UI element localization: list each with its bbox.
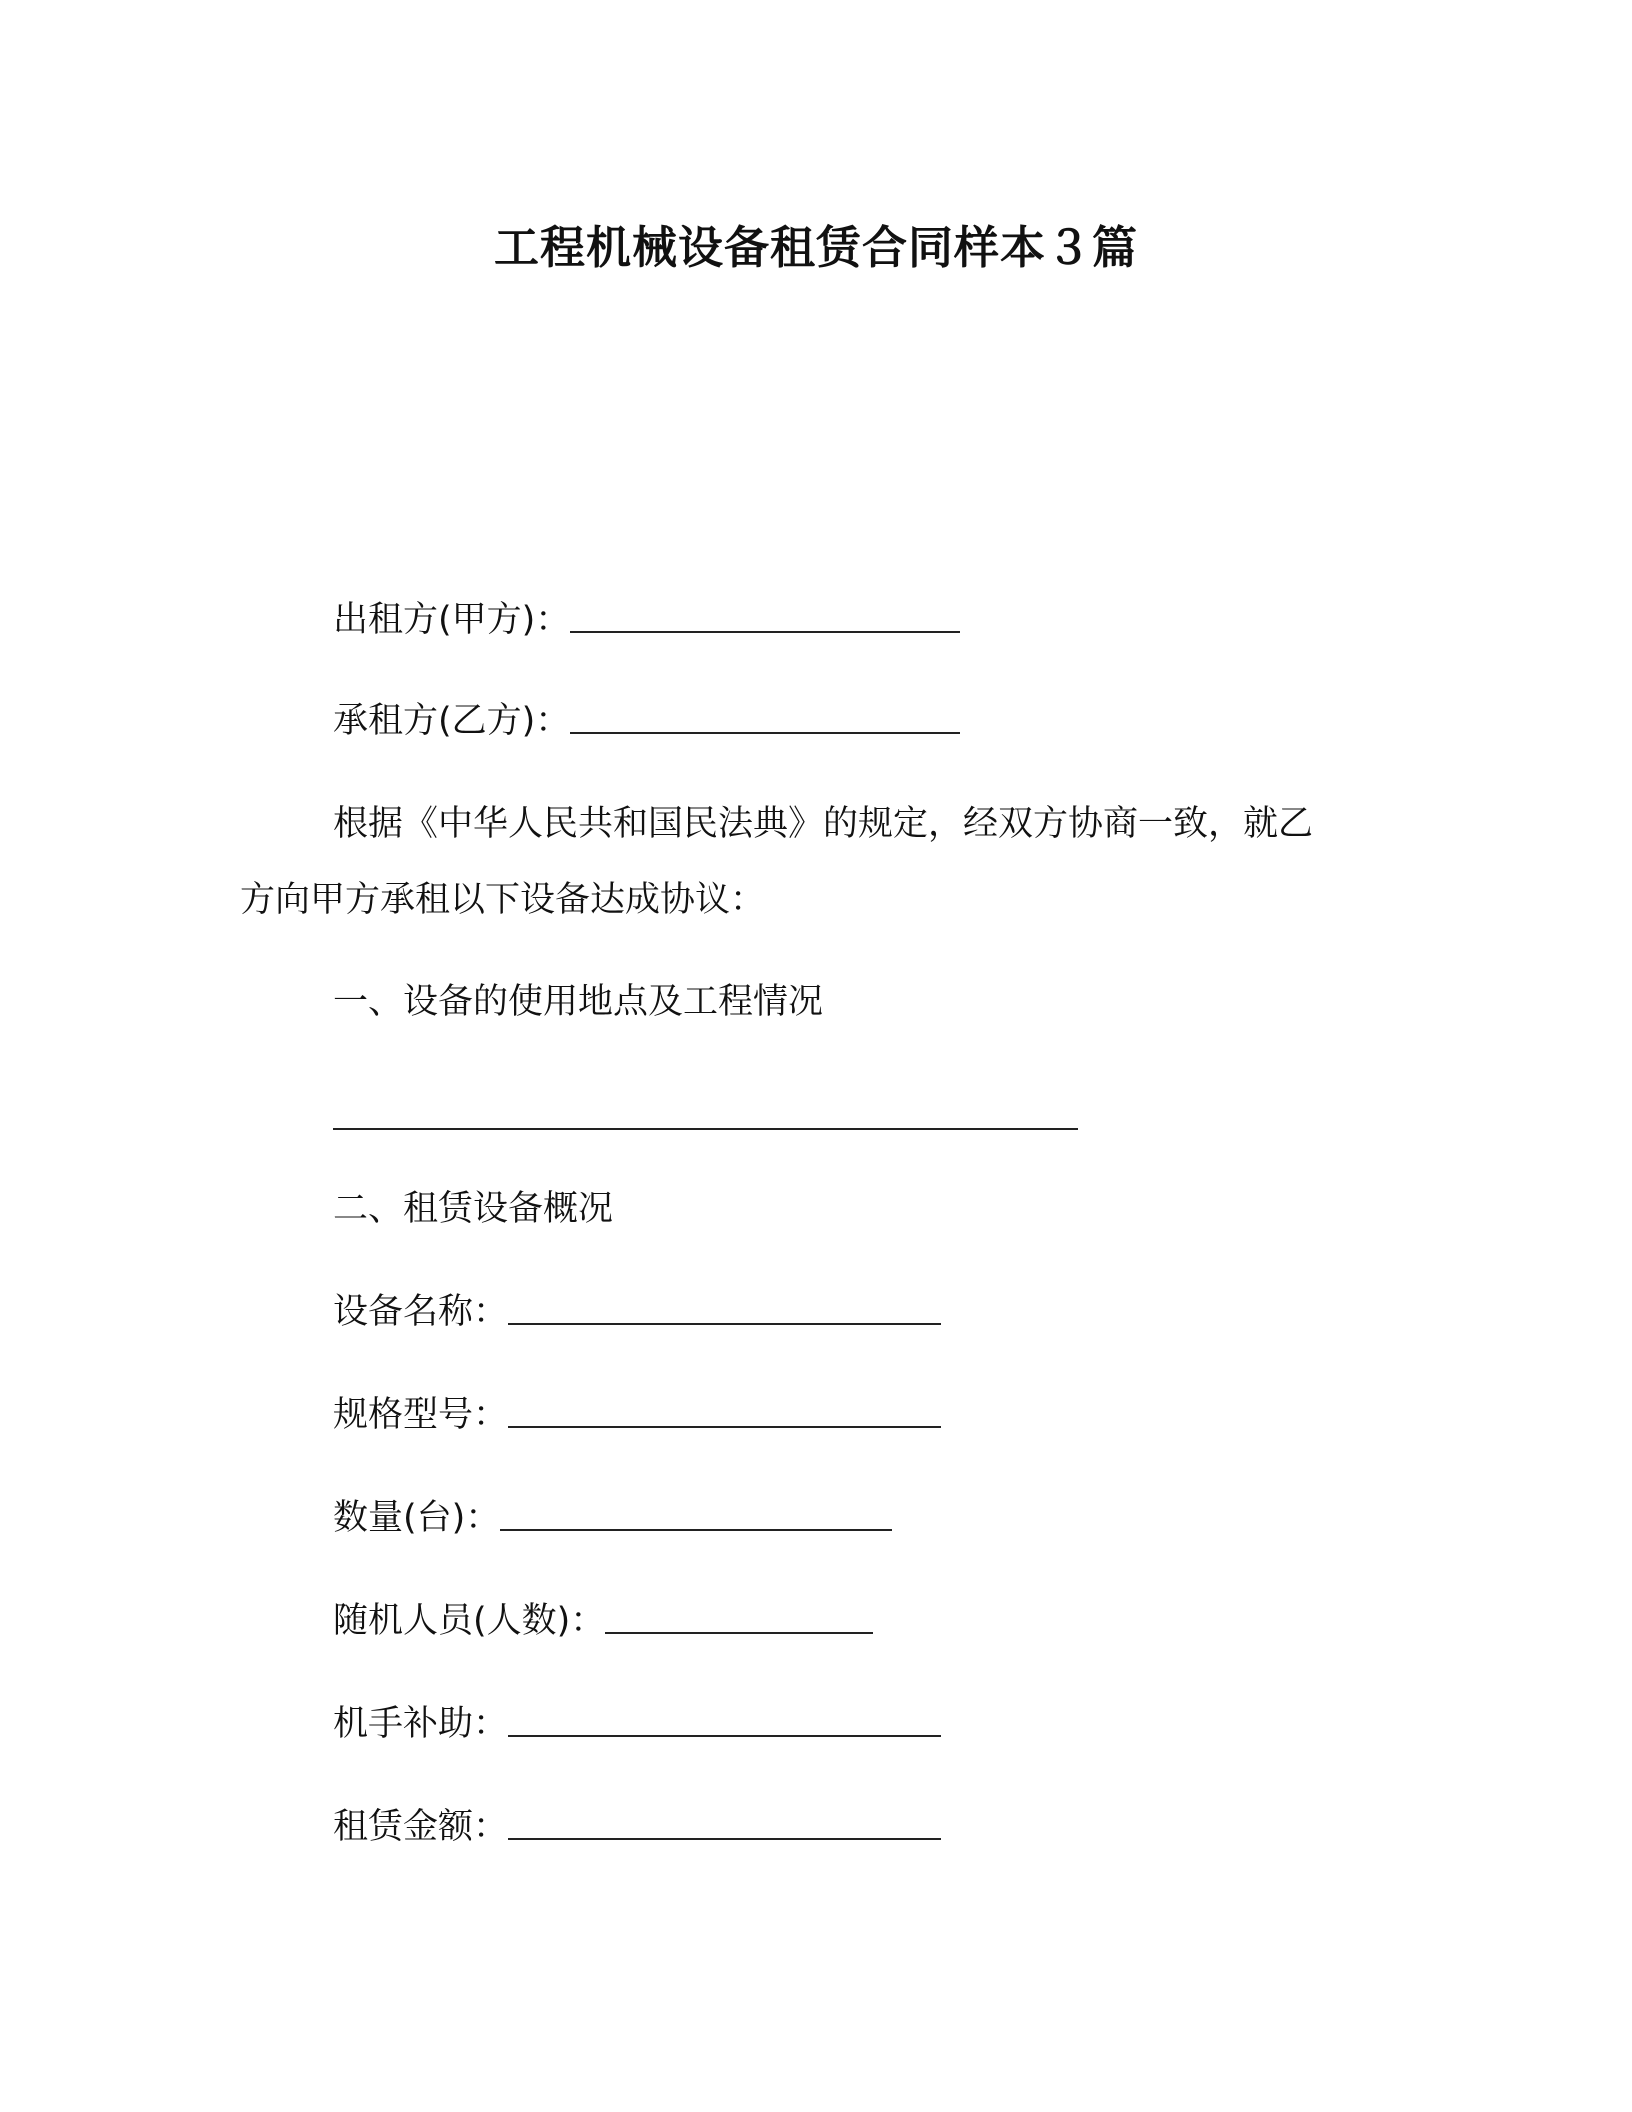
field-blank[interactable] bbox=[508, 1804, 941, 1840]
lessee-blank[interactable] bbox=[570, 698, 960, 734]
field-equipment-name bbox=[333, 1288, 941, 1336]
field-blank[interactable] bbox=[508, 1392, 941, 1428]
field-rental-amount bbox=[333, 1803, 941, 1851]
field-blank[interactable] bbox=[500, 1495, 892, 1531]
field-blank[interactable] bbox=[508, 1289, 941, 1325]
field-label: 随机人员(人数)： bbox=[333, 1601, 606, 1641]
field-label: 机手补助： bbox=[333, 1704, 509, 1744]
field-label: 规格型号： bbox=[333, 1395, 509, 1435]
lessor-label: 出租方(甲方)： bbox=[333, 600, 571, 640]
location-blank[interactable] bbox=[333, 1128, 1078, 1130]
field-label: 租赁金额： bbox=[333, 1807, 509, 1847]
field-operator-subsidy bbox=[333, 1700, 941, 1748]
field-blank[interactable] bbox=[508, 1701, 941, 1737]
field-blank[interactable] bbox=[605, 1598, 873, 1634]
lessor-line bbox=[333, 596, 960, 644]
lessee-line bbox=[333, 697, 960, 745]
lessor-blank[interactable] bbox=[570, 597, 960, 633]
section2-heading: 二、租赁设备概况 bbox=[333, 1189, 614, 1229]
field-staff bbox=[333, 1597, 873, 1645]
field-quantity bbox=[333, 1494, 892, 1542]
field-model bbox=[333, 1391, 941, 1439]
section1-heading: 一、设备的使用地点及工程情况 bbox=[333, 982, 824, 1022]
intro-line-2: 方向甲方承租以下设备达成协议： bbox=[240, 880, 766, 920]
field-label: 数量(台)： bbox=[333, 1498, 501, 1538]
document-title: 工程机械设备租赁合同样本３篇 bbox=[493, 221, 1138, 274]
field-label: 设备名称： bbox=[333, 1292, 509, 1332]
lessee-label: 承租方(乙方)： bbox=[333, 701, 571, 741]
intro-line-1: 根据《中华人民共和国民法典》的规定，经双方协商一致，就乙 bbox=[333, 804, 1314, 844]
